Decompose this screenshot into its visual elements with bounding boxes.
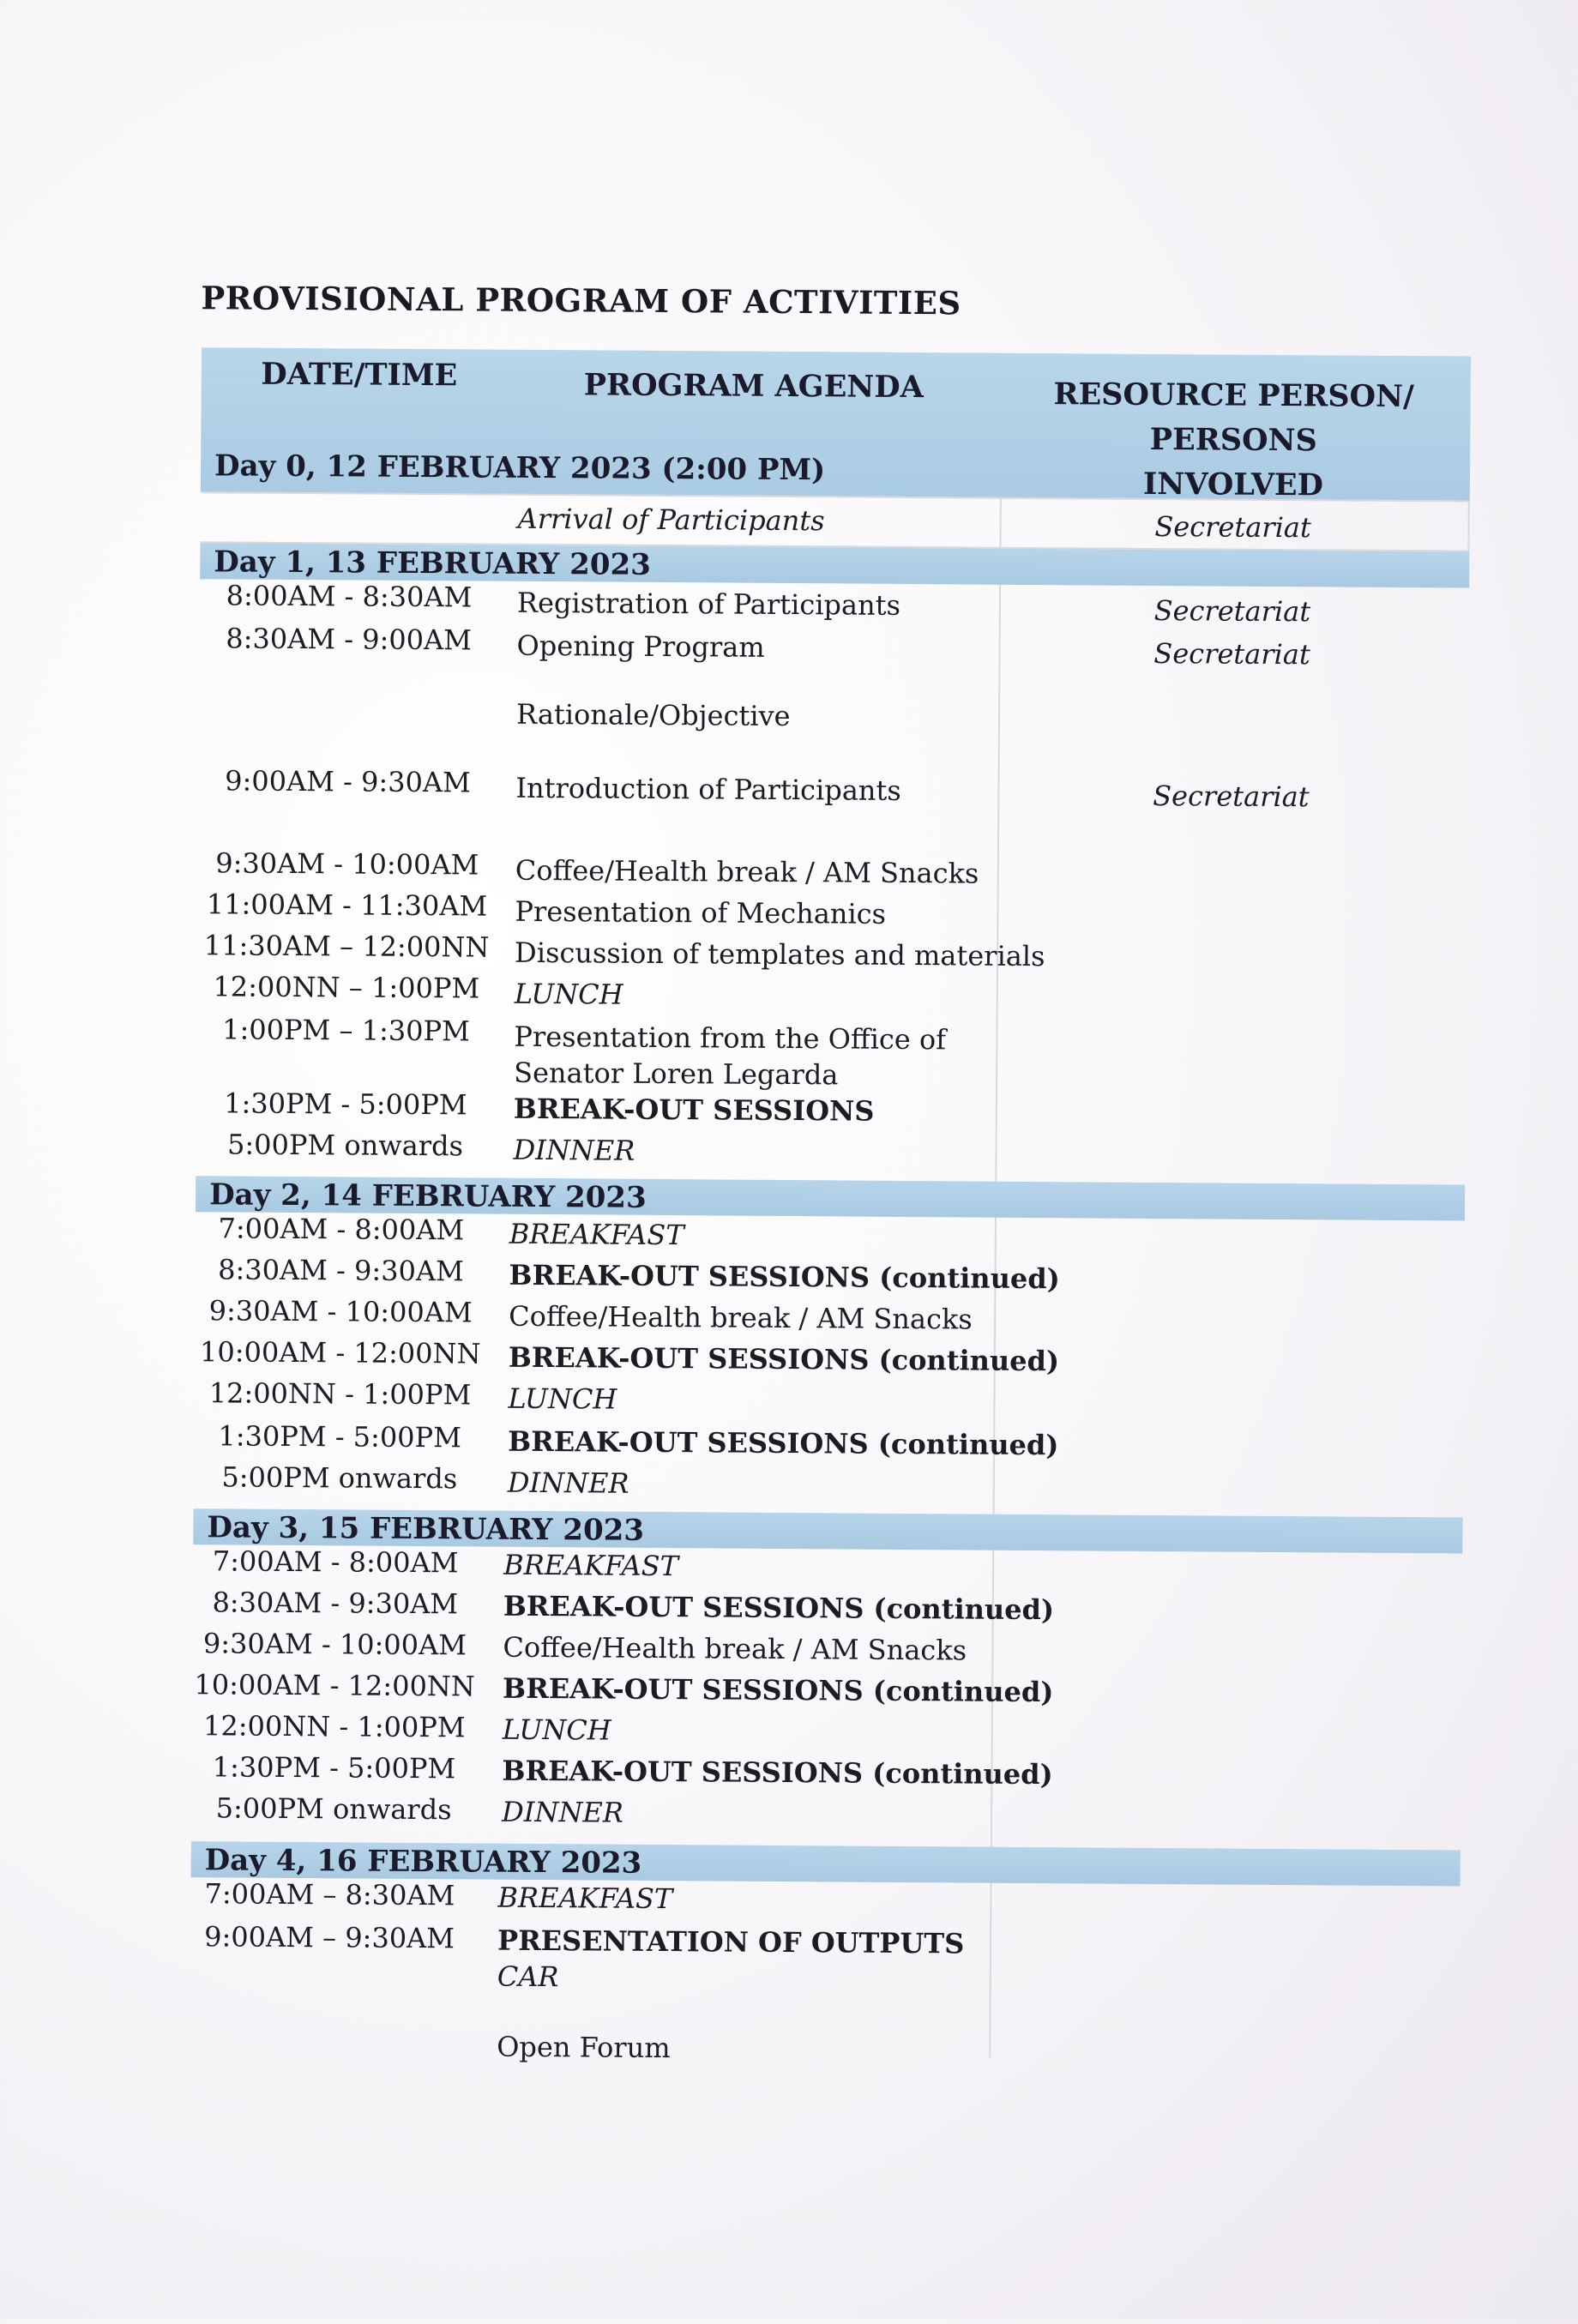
day1-time: 11:30AM – 12:00NN <box>203 929 490 964</box>
day1-resource: Secretariat <box>1153 636 1310 671</box>
day2-activity: BREAK-OUT SESSIONS (continued) <box>508 1340 1060 1378</box>
day1-time: 1:30PM - 5:00PM <box>224 1087 467 1122</box>
day1-activity: Rationale/Objective <box>515 697 791 733</box>
day3-time: 1:30PM - 5:00PM <box>212 1750 456 1785</box>
day2-time: 10:00AM - 12:00NN <box>199 1335 481 1370</box>
header-resource-line2: INVOLVED <box>1142 466 1324 503</box>
day1-time: 8:00AM - 8:30AM <box>226 579 473 614</box>
day3-activity: BREAK-OUT SESSIONS (continued) <box>503 1589 1055 1627</box>
day1-time: 1:00PM – 1:30PM <box>222 1013 470 1048</box>
header-resource-line1: RESOURCE PERSON/ PERSONS <box>1053 376 1415 459</box>
day1-resource: Secretariat <box>1153 779 1310 814</box>
day4-activity: BREAKFAST <box>497 1881 673 1916</box>
day4-time: 7:00AM – 8:30AM <box>204 1877 455 1912</box>
day2-time: 12:00NN - 1:00PM <box>208 1376 472 1412</box>
day1-activity: Introduction of Participants <box>515 771 901 807</box>
day3-activity: LUNCH <box>502 1713 611 1747</box>
day0-resource: Secretariat <box>1154 509 1311 545</box>
day3-time: 10:00AM - 12:00NN <box>194 1668 476 1703</box>
day1-activity: Discussion of templates and materials <box>514 936 1045 973</box>
day0-label: Day 0, 12 FEBRUARY 2023 (2:00 PM) <box>214 449 826 488</box>
day1-activity: LUNCH <box>514 977 623 1011</box>
day2-label: Day 2, 14 FEBRUARY 2023 <box>209 1177 647 1215</box>
day2-time: 5:00PM onwards <box>221 1460 458 1496</box>
day3-time: 9:30AM - 10:00AM <box>202 1627 467 1662</box>
day0-activity-arrival: Arrival of Participants <box>517 502 825 538</box>
day2-time: 1:30PM - 5:00PM <box>218 1419 462 1454</box>
day3-time: 8:30AM - 9:30AM <box>212 1586 459 1621</box>
day2-activity: BREAK-OUT SESSIONS (continued) <box>508 1424 1059 1462</box>
column-divider <box>1467 501 1469 552</box>
day3-time: 5:00PM onwards <box>215 1791 452 1827</box>
day1-activity: Presentation from the Office of <box>514 1020 947 1057</box>
day3-time: 12:00NN - 1:00PM <box>202 1709 466 1744</box>
day1-time: 12:00NN – 1:00PM <box>213 970 480 1005</box>
day4-activity-region: CAR <box>497 1960 559 1994</box>
day2-activity: BREAK-OUT SESSIONS (continued) <box>509 1258 1060 1296</box>
day3-activity: DINNER <box>501 1795 624 1829</box>
day1-resource: Secretariat <box>1153 593 1311 629</box>
day2-time: 8:30AM - 9:30AM <box>218 1253 464 1288</box>
day3-activity: BREAK-OUT SESSIONS (continued) <box>503 1671 1054 1709</box>
day4-activity: PRESENTATION OF OUTPUTS <box>497 1924 965 1960</box>
day1-time: 9:00AM - 9:30AM <box>225 764 471 799</box>
day1-activity: BREAK-OUT SESSIONS <box>513 1092 875 1128</box>
day1-activity: Presentation of Mechanics <box>515 894 887 930</box>
header-resource-persons <box>1002 372 1466 509</box>
day3-time: 7:00AM - 8:00AM <box>212 1544 459 1580</box>
day2-activity: Coffee/Health break / AM Snacks <box>509 1299 973 1336</box>
day4-activity: Open Forum <box>497 2030 671 2065</box>
day2-time: 9:30AM - 10:00AM <box>208 1294 473 1329</box>
day2-activity: DINNER <box>507 1466 629 1500</box>
day3-activity: Coffee/Health break / AM Snacks <box>503 1630 967 1667</box>
day2-activity: BREAKFAST <box>509 1217 684 1252</box>
header-program-agenda: PROGRAM AGENDA <box>583 367 924 406</box>
day1-activity: DINNER <box>513 1133 635 1167</box>
day1-activity: Opening Program <box>516 629 765 664</box>
day4-label: Day 4, 16 FEBRUARY 2023 <box>204 1843 642 1881</box>
day1-label: Day 1, 13 FEBRUARY 2023 <box>214 545 652 582</box>
day3-label: Day 3, 15 FEBRUARY 2023 <box>207 1510 645 1548</box>
day1-time: 11:00AM - 11:30AM <box>206 888 488 923</box>
day2-time: 7:00AM - 8:00AM <box>218 1212 465 1247</box>
day1-time: 5:00PM onwards <box>226 1128 464 1163</box>
day1-activity: Coffee/Health break / AM Snacks <box>515 853 979 890</box>
day4-time: 9:00AM – 9:30AM <box>204 1920 455 1955</box>
day2-activity: LUNCH <box>508 1382 617 1416</box>
day1-activity: Registration of Participants <box>516 586 901 622</box>
day3-activity: BREAK-OUT SESSIONS (continued) <box>502 1754 1053 1791</box>
day3-activity: BREAKFAST <box>503 1548 679 1583</box>
header-date-time: DATE/TIME <box>261 356 458 394</box>
document-title: PROVISIONAL PROGRAM OF ACTIVITIES <box>201 279 961 322</box>
day1-time: 9:30AM - 10:00AM <box>215 846 479 882</box>
day1-time: 8:30AM - 9:00AM <box>226 622 473 657</box>
day1-activity-continued: Senator Loren Legarda <box>514 1056 839 1092</box>
